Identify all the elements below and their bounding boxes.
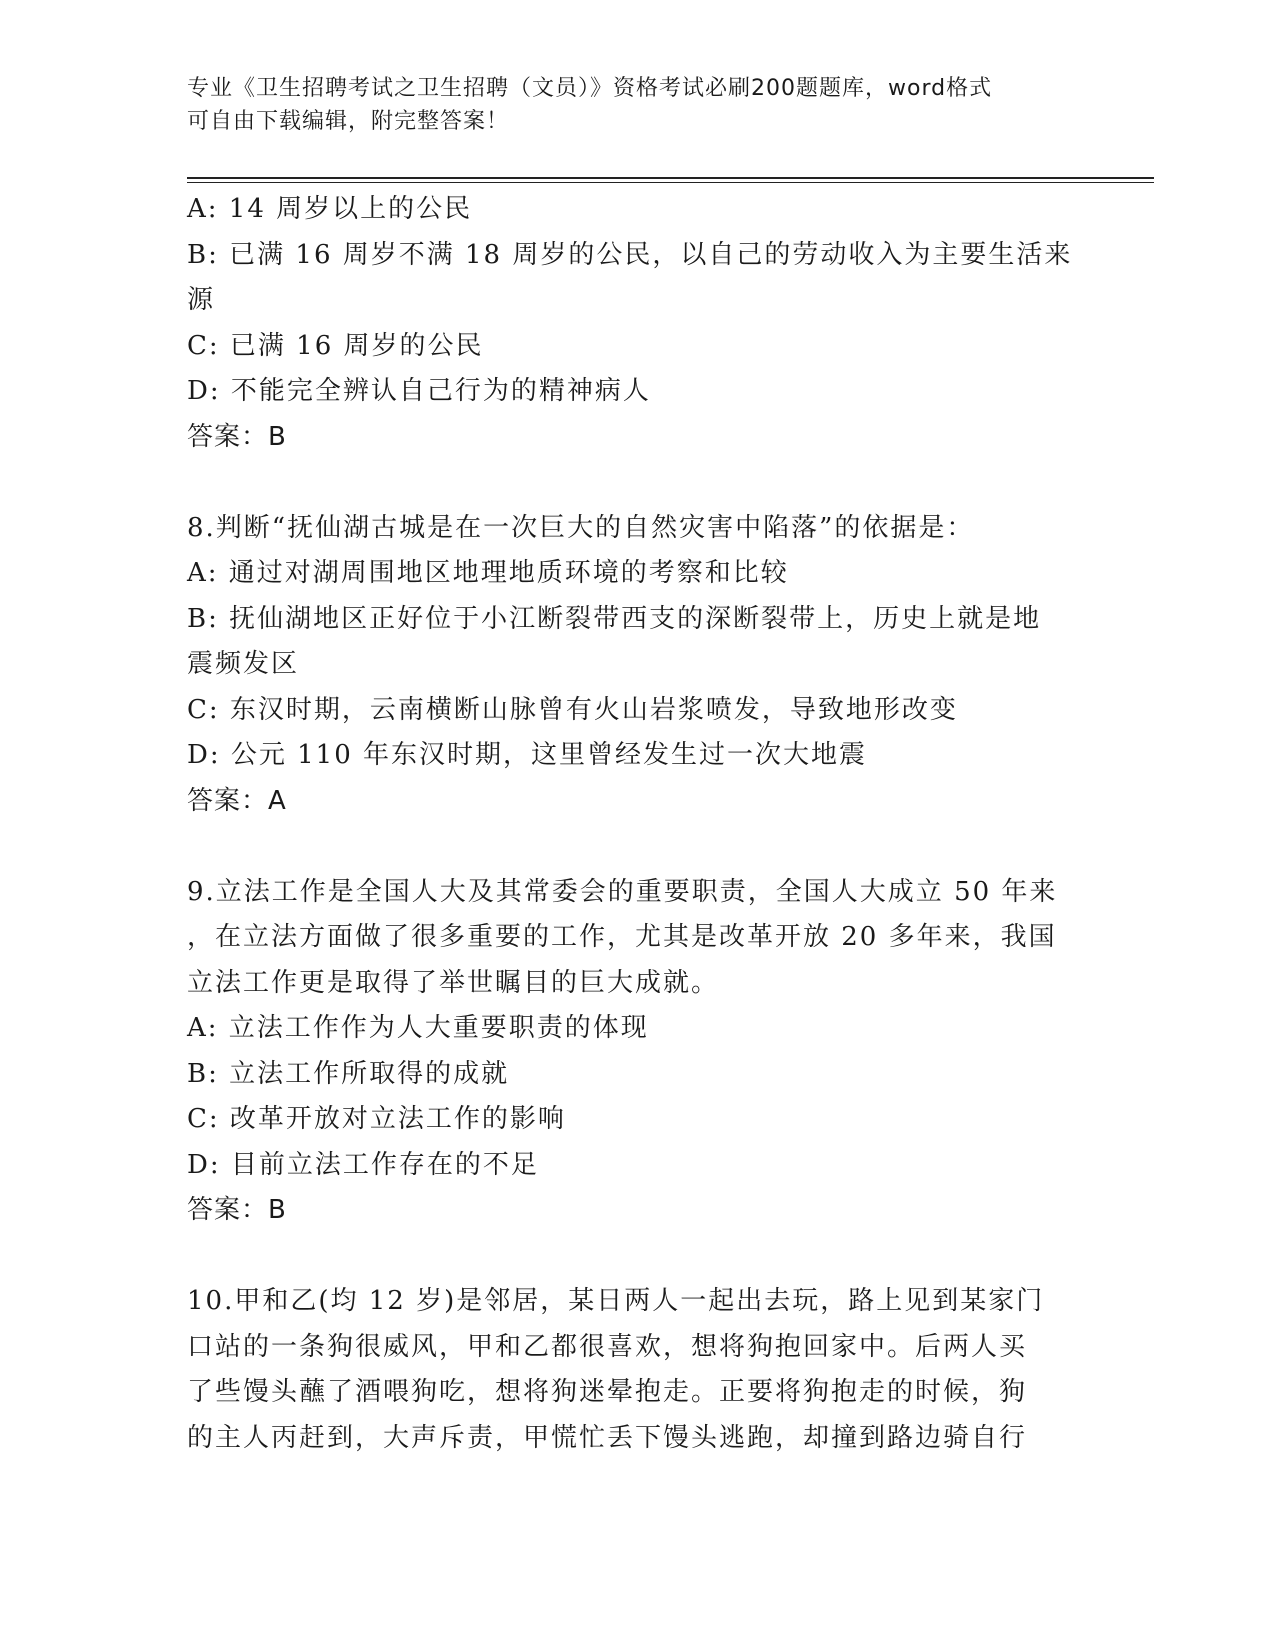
question-stem-line: 9.立法工作是全国人大及其常委会的重要职责，全国人大成立 50 年来 [187,876,1058,907]
option-a: A: 14 周岁以上的公民 [187,194,473,224]
option-d: D: 目前立法工作存在的不足 [187,1149,539,1180]
option-a: A: 通过对湖周围地区地理地质环境的考察和比较 [187,558,789,588]
option-c: C: 东汉时期，云南横断山脉曾有火山岩浆喷发，导致地形改变 [187,694,958,725]
answer: 答案：B [187,421,287,452]
question-7 [187,187,1077,460]
header-rule-thin [187,182,1154,183]
question-stem: 8.判断“抚仙湖古城是在一次巨大的自然灾害中陷落”的依据是： [187,512,975,543]
question-9 [187,870,1077,1234]
option-d: D: 公元 110 年东汉时期，这里曾经发生过一次大地震 [187,740,868,770]
option-b-continued: 源 [187,285,216,315]
spacer [187,1234,1077,1280]
answer: 答案：B [187,1195,287,1225]
question-stem-line: ，在立法方面做了很多重要的工作，尤其是改革开放 20 多年来，我国 [187,922,1057,952]
option-d: D: 不能完全辨认自己行为的精神病人 [187,376,651,406]
option-c: C: 已满 16 周岁的公民 [187,330,484,361]
question-stem-line: 的主人丙赶到，大声斥责，甲慌忙丢下馒头逃跑，却撞到路边骑自行 [187,1422,1028,1453]
spacer [187,824,1077,870]
option-c: C: 改革开放对立法工作的影响 [187,1104,566,1134]
header-rule-thick [187,177,1154,179]
header-line-1: 专业《卫生招聘考试之卫生招聘（文员）》资格考试必刷200题题库，word格式 [187,76,993,101]
question-stem-line: 立法工作更是取得了举世瞩目的巨大成就。 [187,967,720,998]
document-body [187,187,1077,1461]
question-stem-line: 了些馒头蘸了酒喂狗吃，想将狗迷晕抱走。正要将狗抱走的时候，狗 [187,1377,1028,1407]
option-b: B: 已满 16 周岁不满 18 周岁的公民，以自己的劳动收入为主要生活来 [187,239,1073,270]
question-8 [187,506,1077,825]
document-header [187,72,1067,138]
option-b: B: 抚仙湖地区正好位于小江断裂带西支的深断裂带上，历史上就是地 [187,603,1042,634]
option-b-continued: 震频发区 [187,649,300,679]
spacer [187,460,1077,506]
option-b: B: 立法工作所取得的成就 [187,1058,510,1089]
question-stem-line: 10.甲和乙(均 12 岁)是邻居，某日两人一起出去玩，路上见到某家门 [187,1286,1045,1316]
question-stem-line: 口站的一条狗很威风，甲和乙都很喜欢，想将狗抱回家中。后两人买 [187,1331,1028,1362]
header-line-2: 可自由下载编辑，附完整答案！ [187,109,510,134]
question-10 [187,1279,1077,1461]
answer: 答案：A [187,785,287,816]
option-a: A: 立法工作作为人大重要职责的体现 [187,1013,649,1043]
